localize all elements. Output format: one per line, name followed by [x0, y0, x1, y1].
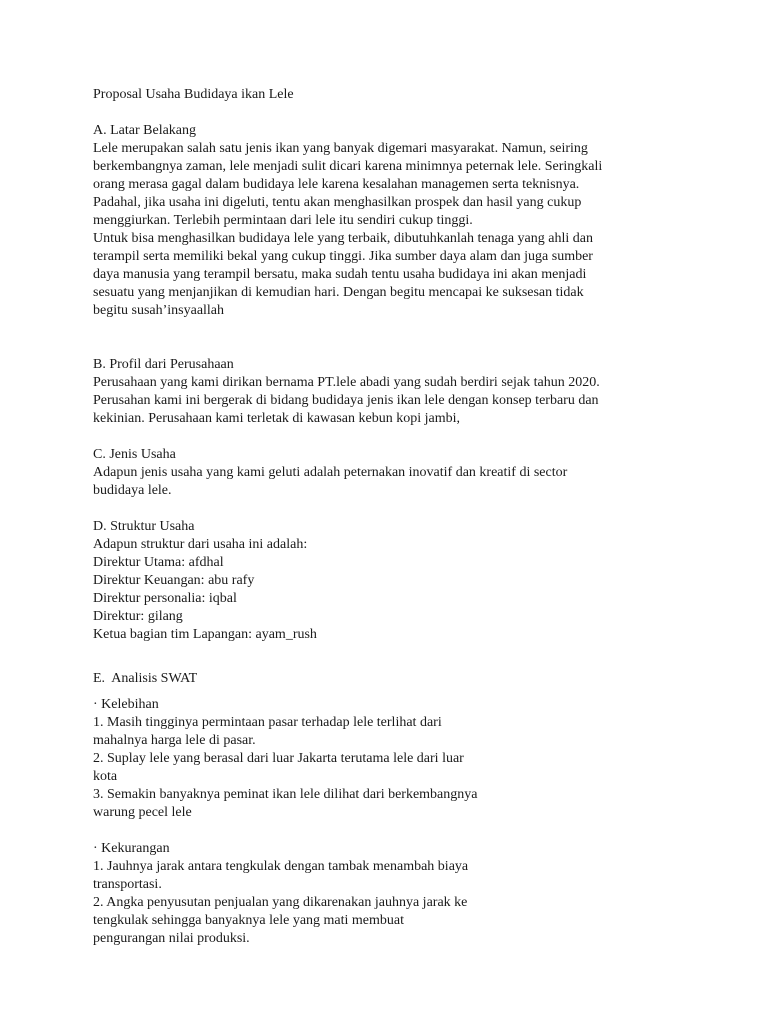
paragraph-line: berkembangnya zaman, lele menjadi sulit dicari karena minimnya peternak lele. Seringkali — [93, 159, 603, 174]
section-struktur-usaha — [93, 518, 673, 644]
paragraph-line: Direktur: gilang — [93, 609, 183, 624]
section-jenis-usaha — [93, 446, 673, 500]
list-line: 2. Angka penyusutan penjualan yang dikarenakan jauhnya jarak ke — [93, 895, 468, 910]
section-latar-belakang — [93, 122, 673, 320]
paragraph-line: budidaya lele. — [93, 483, 172, 498]
paragraph-line: kekinian. Perusahaan kami terletak di kawasan kebun kopi jambi, — [93, 411, 461, 426]
paragraph-line: Padahal, jika usaha ini digeluti, tentu akan menghasilkan prospek dan hasil yang cukup — [93, 195, 582, 210]
paragraph-line: Adapun struktur dari usaha ini adalah: — [93, 537, 308, 552]
section-heading: E. Analisis SWAT — [93, 671, 198, 686]
section-profil-perusahaan — [93, 356, 673, 428]
list-line: 2. Suplay lele yang berasal dari luar Jakarta terutama lele dari luar — [93, 751, 464, 766]
paragraph-line: daya manusia yang terampil bersatu, maka sudah tentu usaha budidaya ini akan menjadi — [93, 267, 587, 282]
paragraph-line: Adapun jenis usaha yang kami geluti adalah peternakan inovatif dan kreatif di sector — [93, 465, 568, 480]
paragraph-line: Direktur personalia: iqbal — [93, 591, 237, 606]
section-heading: B. Profil dari Perusahaan — [93, 357, 234, 372]
paragraph-line: terampil serta memiliki bekal yang cukup tinggi. Jika sumber daya alam dan juga sumber — [93, 249, 593, 264]
paragraph-line: orang merasa gagal dalam budidaya lele karena kesalahan managemen serta teknisnya. — [93, 177, 580, 192]
section-heading: A. Latar Belakang — [93, 123, 197, 138]
list-line: warung pecel lele — [93, 805, 192, 820]
paragraph-line: Perusahan kami ini bergerak di bidang budidaya jenis ikan lele dengan konsep terbaru dan — [93, 393, 599, 408]
paragraph-line: begitu susah’insyaallah — [93, 303, 225, 318]
list-line: kota — [93, 769, 118, 784]
list-line: tengkulak sehingga banyaknya lele yang mati membuat — [93, 913, 405, 928]
list-line: transportasi. — [93, 877, 162, 892]
paragraph-line: Direktur Keuangan: abu rafy — [93, 573, 255, 588]
paragraph-line: menggiurkan. Terlebih permintaan dari lele itu sendiri cukup tinggi. — [93, 213, 473, 228]
paragraph-line: Untuk bisa menghasilkan budidaya lele yang terbaik, dibutuhkanlah tenaga yang ahli dan — [93, 231, 593, 246]
list-line: 3. Semakin banyaknya peminat ikan lele dilihat dari berkembangnya — [93, 787, 478, 802]
section-heading: D. Struktur Usaha — [93, 519, 195, 534]
paragraph-line: Ketua bagian tim Lapangan: ayam_rush — [93, 627, 317, 642]
paragraph-line: sesuatu yang menjanjikan di kemudian hari. Dengan begitu mencapai ke suksesan tidak — [93, 285, 584, 300]
section-analisis-swat — [93, 670, 673, 948]
document-title: Proposal Usaha Budidaya ikan Lele — [93, 87, 294, 102]
paragraph-line: Direktur Utama: afdhal — [93, 555, 224, 570]
list-line: pengurangan nilai produksi. — [93, 931, 250, 946]
list-line: 1. Masih tingginya permintaan pasar terhadap lele terlihat dari — [93, 715, 442, 730]
list-line: 1. Jauhnya jarak antara tengkulak dengan tambak menambah biaya — [93, 859, 469, 874]
document-page — [93, 86, 673, 948]
list-line: mahalnya harga lele di pasar. — [93, 733, 256, 748]
paragraph-line: Perusahaan yang kami dirikan bernama PT.lele abadi yang sudah berdiri sejak tahun 2020. — [93, 375, 600, 390]
subsection-heading-kekurangan: · Kekurangan — [93, 841, 170, 856]
paragraph-line: Lele merupakan salah satu jenis ikan yang banyak digemari masyarakat. Namun, seiring — [93, 141, 588, 156]
subsection-heading-kelebihan: · Kelebihan — [93, 697, 159, 712]
section-heading: C. Jenis Usaha — [93, 447, 176, 462]
